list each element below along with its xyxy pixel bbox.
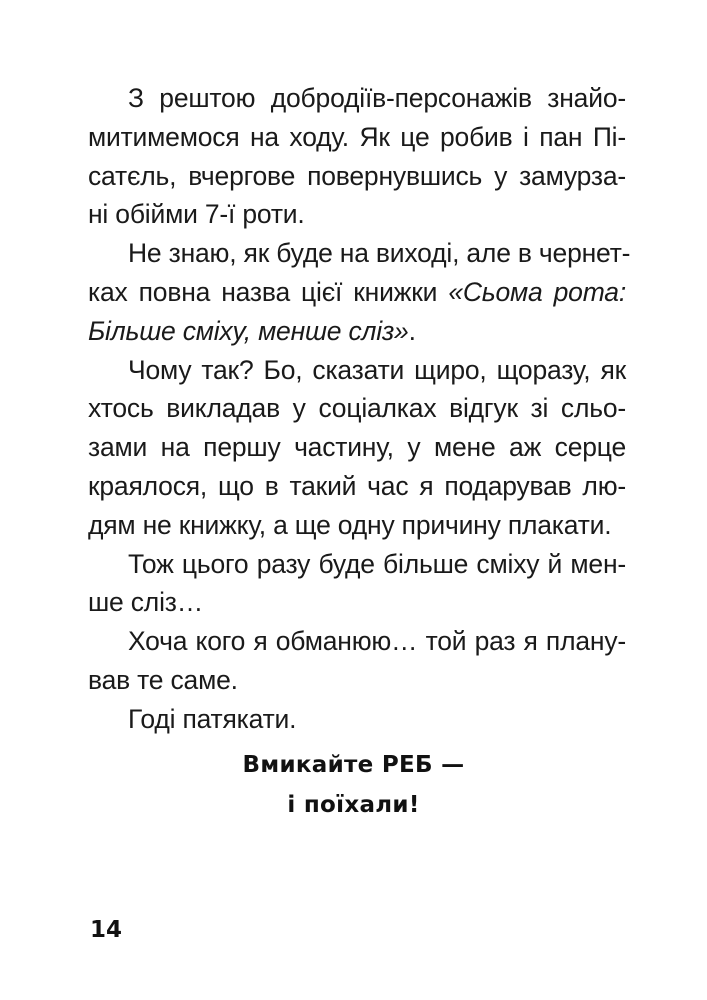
paragraph-4-line-1: Тож цього разу буде більше сміху й мен-: [128, 548, 626, 579]
paragraph-3-line-1: Чому так? Бо, сказати щиро, щоразу, як: [128, 354, 626, 385]
paragraph-1-line-4: ні обійми 7-ї роти.: [88, 199, 305, 230]
paragraph-6-line-1: Годі патякати.: [128, 703, 297, 734]
body-text: [88, 79, 631, 739]
closing-line-1: Вмикайте РЕБ —: [242, 752, 465, 778]
paragraph-5-line-2: вав те саме.: [88, 664, 238, 695]
paragraph-5-line-1: Хоча кого я обманюю… той раз я плану-: [128, 626, 626, 657]
paragraph-2-line-2: [88, 273, 626, 312]
paragraph-3-line-3: зами на першу частину, у мене аж серце: [88, 432, 626, 463]
paragraph-2-line-2-text: ках повна назва цієї книжки: [88, 276, 449, 307]
paragraph-3-line-5: дям не книжку, а ще одну причину плакати.: [88, 509, 612, 540]
paragraph-4-line-2: ше сліз…: [88, 587, 204, 618]
paragraph-1-line-2: митимемося на ходу. Як це робив і пан Пі-: [88, 121, 626, 152]
paragraph-1-line-3: сатєль, вчергове повернувшись у замурза-: [88, 160, 626, 191]
closing-slogan: [0, 745, 707, 825]
paragraph-2-line-1: Не знаю, як буде на виході, але в чернет-: [128, 238, 631, 269]
closing-line-2: і поїхали!: [287, 792, 420, 818]
book-title-part-1: «Сьома рота:: [448, 276, 626, 307]
paragraph-1-line-1: З рештою добродіїв-персонажів знайо-: [128, 83, 626, 113]
book-title-part-2: Більше сміху, менше сліз»: [88, 315, 409, 346]
paragraph-2-line-3: [88, 312, 626, 351]
paragraph-3-line-2: хтось викладав у соціалках відгук зі сльо-: [88, 393, 626, 424]
paragraph-2-line-3-period: .: [408, 315, 416, 346]
page-number: 14: [90, 917, 123, 943]
paragraph-3-line-4: краялося, що в такий час я подарував лю-: [88, 470, 626, 501]
